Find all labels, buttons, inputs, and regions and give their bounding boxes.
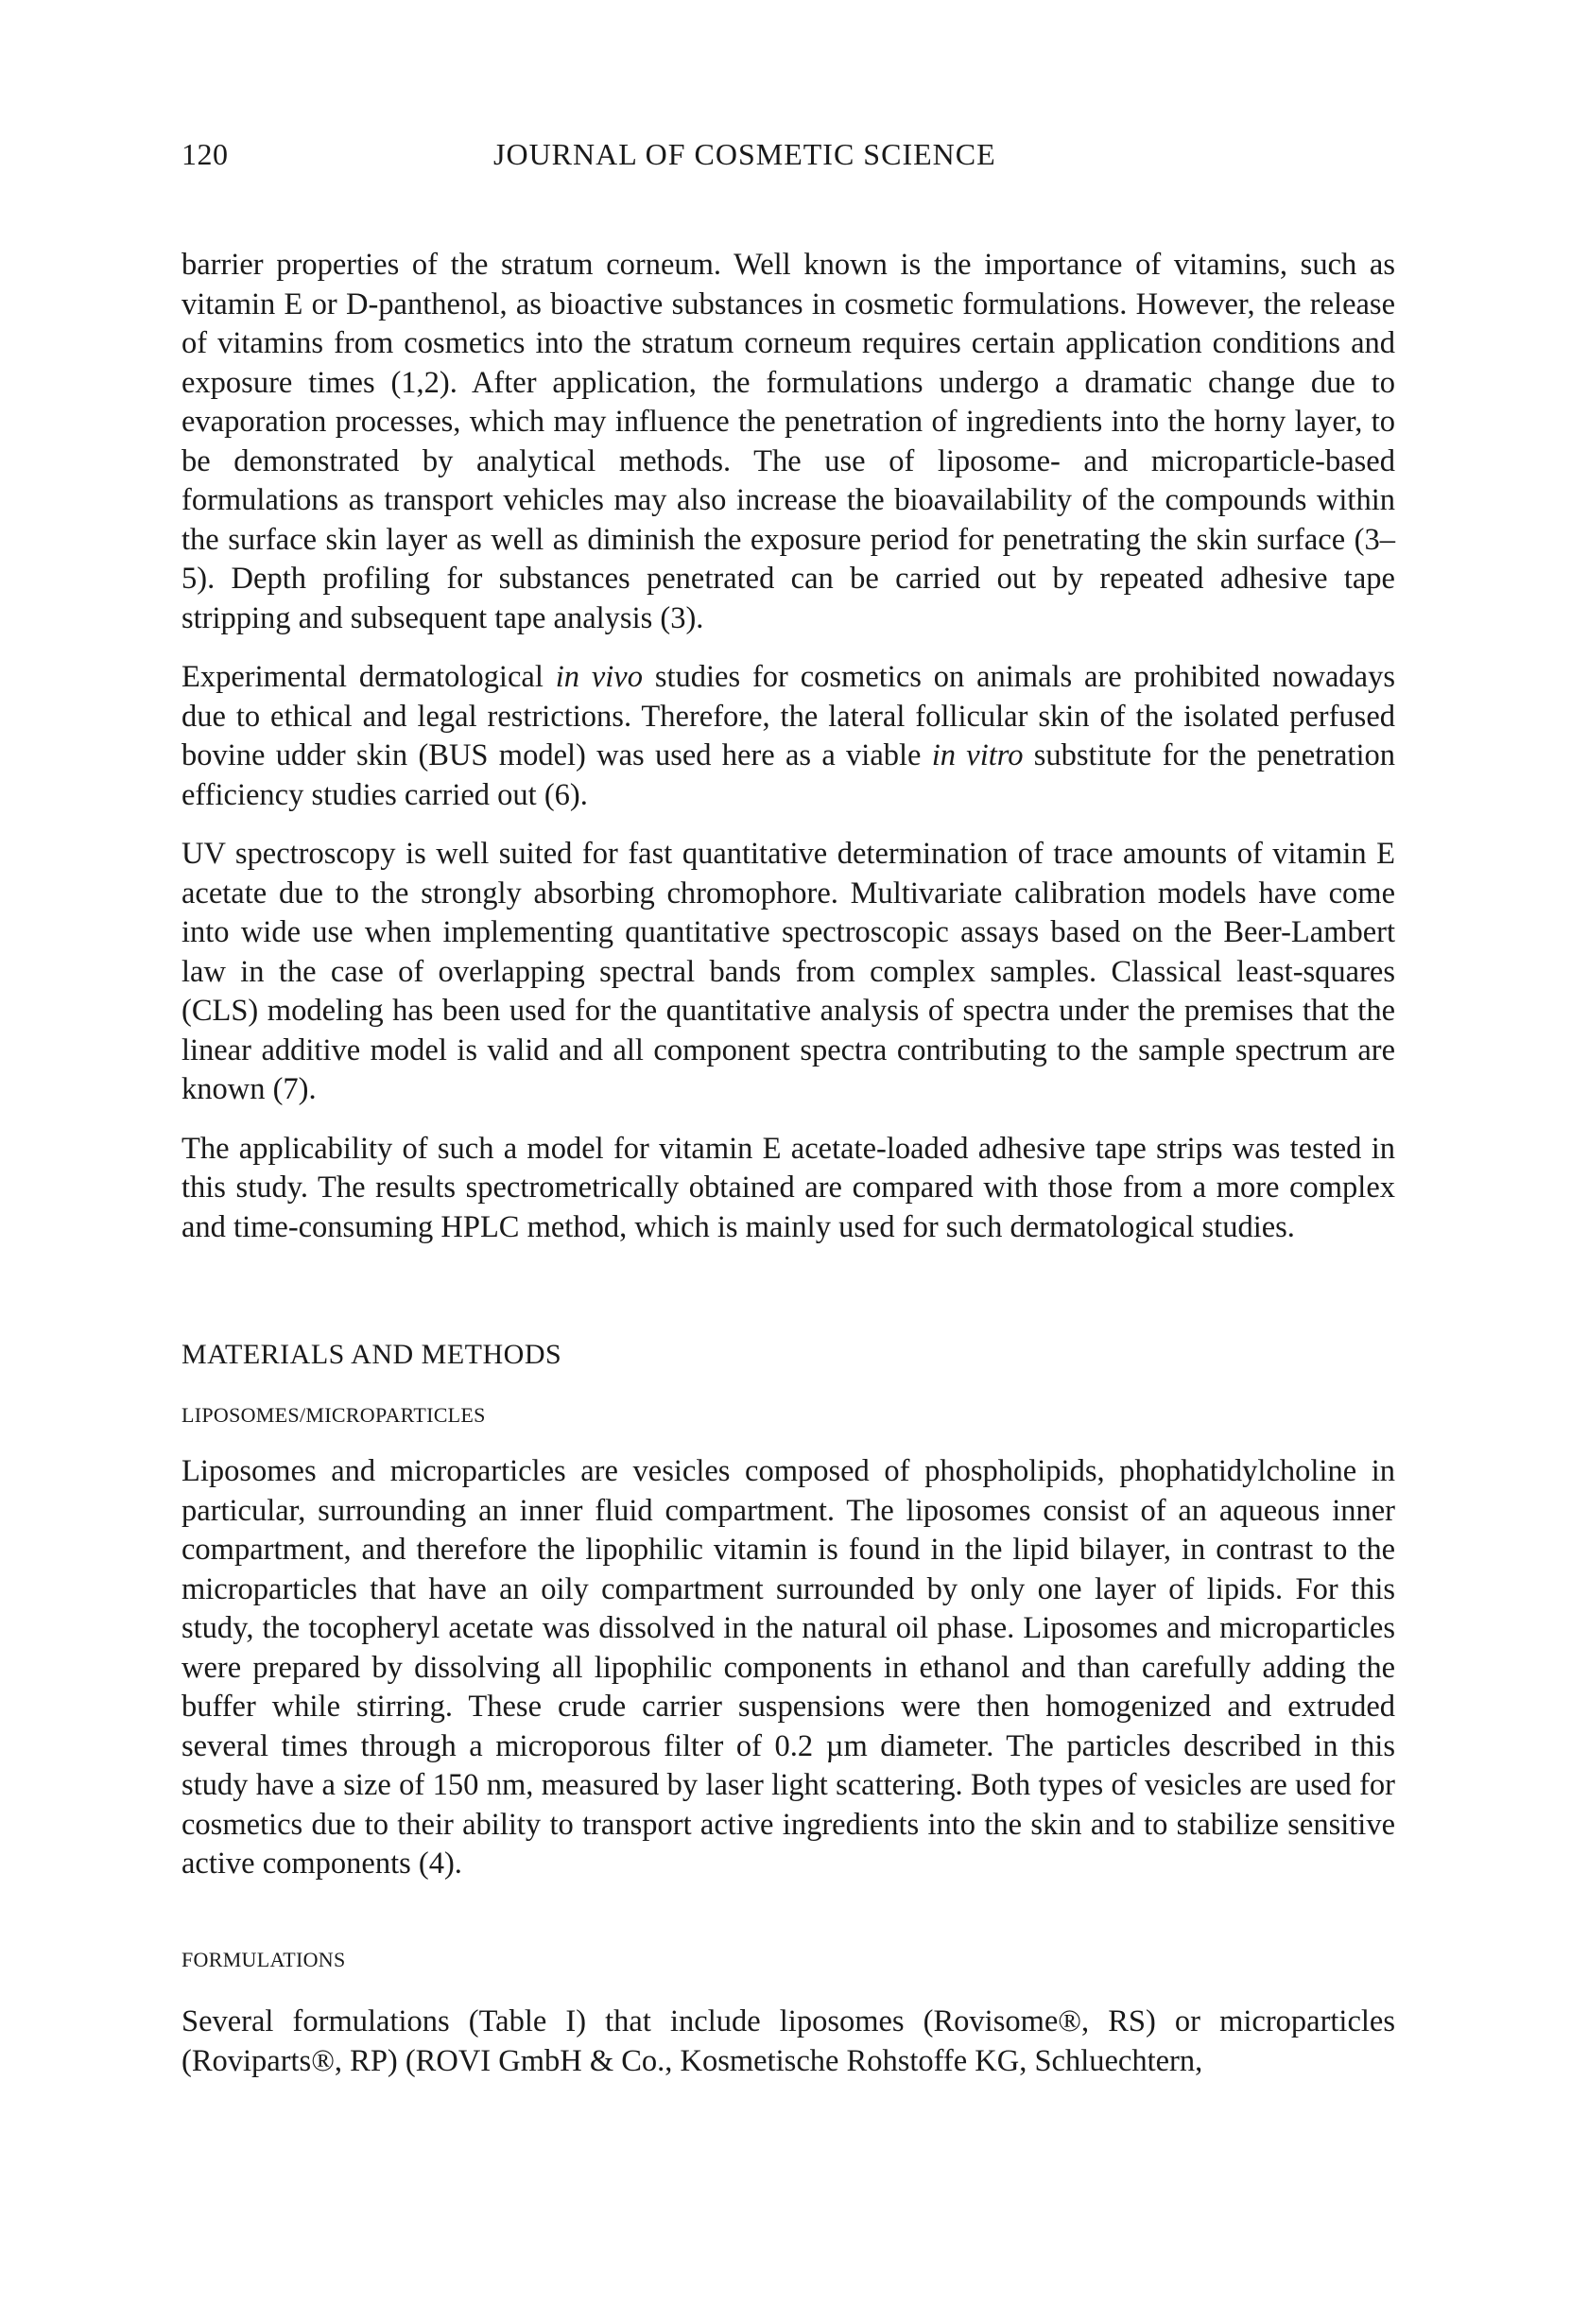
liposomes-section: [181, 1452, 1395, 1884]
intro-paragraph-2: [181, 658, 1395, 815]
formulations-paragraph: Several formulations (Table I) that include liposomes (Rovisome®, RS) or microparticles (Roviparts®, RP) (ROVI GmbH & Co., Kosmetische Rohstoffe KG, Schluechtern,: [181, 2004, 1395, 2078]
intro-paragraph-3: UV spectroscopy is well suited for fast quantitative determination of trace amounts of vitamin E acetate due to the strongly absorbing chromophore. Multivariate calibration models have come into wide use when implementing quantitative spectroscopic assays based on the Beer-Lambert law in the case of overlapping spectral bands from complex samples. Classical least-squares (CLS) modeling has been used for the quantitative analysis of spectra under the premises that the linear additive model is valid and all component spectra contributing to the sample spectrum are known (7).: [181, 837, 1395, 1106]
page-number: 120: [181, 137, 229, 171]
in-vivo-term: in vivo: [555, 660, 643, 694]
running-head: [181, 137, 1395, 184]
formulations-section: [181, 2003, 1395, 2081]
materials-methods-heading: MATERIALS AND METHODS: [181, 1339, 562, 1370]
journal-title: JOURNAL OF COSMETIC SCIENCE: [493, 137, 996, 171]
liposomes-paragraph: Liposomes and microparticles are vesicles composed of phospholipids, phophatidylcholine in particular, surrounding an inner fluid compartment. The liposomes consist of an aqueous inner compartment, and therefore the lipophilic vitamin is found in the lipid bilayer, in contrast to the microparticles that have an oily compartment surrounded by only one layer of lipids. For this study, the tocopheryl acetate was dissolved in the natural oil phase. Liposomes and microparticles were prepared by dissolving all lipophilic components in ethanol and than carefully adding the buffer while stirring. These crude carrier suspensions were then homogenized and extruded several times through a microporous filter of 0.2 µm diameter. The particles described in this study have a size of 150 nm, measured by laser light scattering. Both types of vesicles are used for cosmetics due to their ability to transport active ingredients into the skin and to stabilize sensitive active components (4).: [181, 1454, 1395, 1881]
intro-p2-text-c: substitute for the penetration efficiency studies carried out (6).: [181, 738, 1395, 812]
intro-paragraph-1: barrier properties of the stratum corneum. Well known is the importance of vitamins, such as vitamin E or D-panthenol, as bioactive substances in cosmetic formulations. However, the release of vitamins from cosmetics into the stratum corneum requires certain application conditions and exposure times (1,2). After application, the formulations undergo a dramatic change due to evaporation processes, which may influence the penetration of ingredients into the horny layer, to be demonstrated by analytical methods. The use of liposome- and microparticle-based formulations as transport vehicles may also increase the bioavailability of the compounds within the surface skin layer as well as diminish the exposure period for penetrating the skin surface (3–5). Depth profiling for substances penetrated can be carried out by repeated adhesive tape stripping and subsequent tape analysis (3).: [181, 248, 1395, 635]
intro-p2-text-a: Experimental dermatological: [181, 660, 556, 694]
introduction-text: [181, 246, 1395, 1247]
intro-p2-text-b: studies for cosmetics on animals are prohibited nowadays due to ethical and legal restrictions. Therefore, the lateral follicular skin of the isolated perfused bovine udder skin (BUS model) was used here as a viable: [181, 660, 1395, 772]
in-vitro-term: in vitro: [931, 738, 1024, 772]
liposomes-subheading: LIPOSOMES/MICROPARTICLES: [181, 1403, 486, 1427]
formulations-subheading: FORMULATIONS: [181, 1948, 346, 1971]
intro-paragraph-4: The applicability of such a model for vitamin E acetate-loaded adhesive tape strips was tested in this study. The results spectrometrically obtained are compared with those from a more complex and time-consuming HPLC method, which is mainly used for such dermatological studies.: [181, 1131, 1395, 1244]
